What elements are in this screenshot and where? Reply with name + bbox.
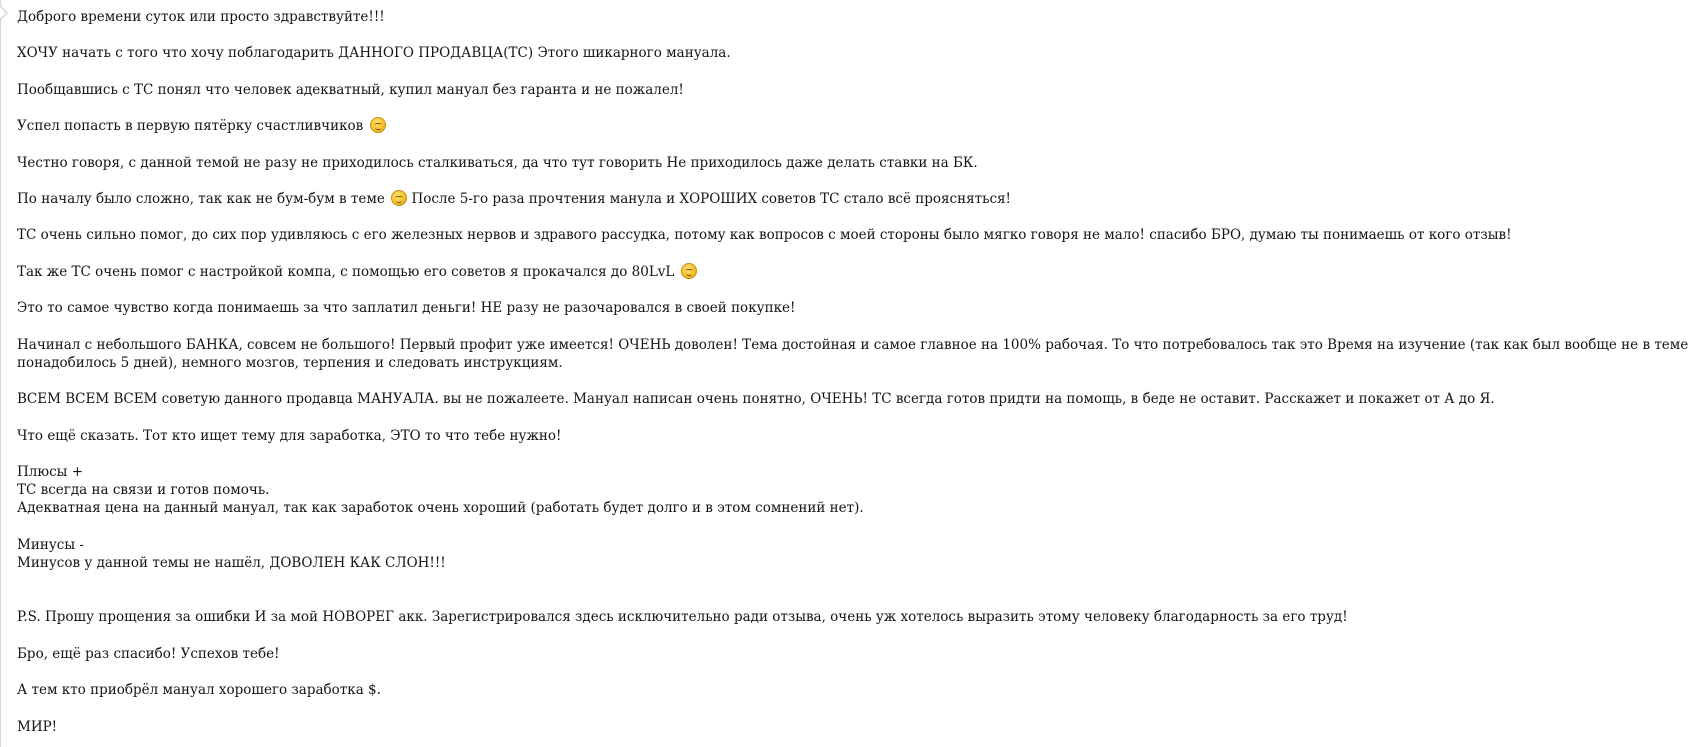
smile-emoji-icon [681, 263, 697, 279]
post-body [17, 8, 1689, 736]
post-paragraph-contact: Пообщавшись с ТС понял что человек адекватный, купил мануал без гаранта и не пожалел! [17, 81, 684, 98]
post-paragraph-thanks-again: Бро, ещё раз спасибо! Успехов тебе! [17, 645, 280, 662]
smile-emoji-icon [370, 117, 386, 133]
post-paragraph-first-five [17, 117, 1689, 135]
post-paragraph-greeting: Доброго времени суток или просто здравствуйте!!! [17, 9, 385, 25]
speech-bubble-arrow-icon [1, 6, 8, 20]
post-paragraph-feeling: Это то самое чувство когда понимаешь за что заплатил деньги! НЕ разу не разочаровался в своей покупке! [17, 300, 796, 317]
post-paragraph-what-else: Что ещё сказать. Тот кто ищет тему для заработка, ЭТО то что тебе нужно! [17, 427, 562, 444]
post-paragraph-ps: P.S. Прошу прощения за ошибки И за мой НОВОРЕГ акк. Зарегистрировался здесь исключительно ради отзыва, очень уж хотелось выразить этому человеку благодарность за его труд! [17, 609, 1348, 626]
post-paragraph-honestly: Честно говоря, с данной темой не разу не приходилось сталкиваться, да что тут говорить Не приходилось даже делать ставки на БК. [17, 154, 978, 171]
post-paragraph-buyers: А тем кто приобрёл мануал хорошего заработка $. [17, 682, 381, 699]
pros-title: Плюсы + [17, 463, 84, 480]
post-text-pc-setup: Так же ТС очень помог с настройкой компа, с помощью его советов я прокачался до 80LvL [17, 263, 675, 280]
post-paragraph-beginning [17, 190, 1689, 208]
post-paragraph-thanks-seller: ХОЧУ начать с того что хочу поблагодарить ДАННОГО ПРОДАВЦА(ТС) Этого шикарного мануала. [17, 45, 731, 62]
post-paragraph-pc-setup [17, 263, 1689, 281]
pros-item: ТС всегда на связи и готов помочь. [17, 482, 270, 499]
post-paragraph-peace: МИР! [17, 718, 58, 735]
pros-item: Адекватная цена на данный мануал, так как заработок очень хороший (работать будет долго и в этом сомнений нет). [17, 500, 864, 517]
post-paragraph-helped: ТС очень сильно помог, до сих пор удивляюсь с его железных нервов и здравого рассудка, потому как вопросов с моей стороны было мягко говоря не мало! спасибо БРО, думаю ты понимаешь от кого отзыв! [17, 227, 1512, 244]
post-paragraph-bank: Начинал с небольшого БАНКА, совсем не большого! Первый профит уже имеется! ОЧЕНЬ доволен! Тема достойная и самое главное на 100% рабочая. То что потребовалось так это Время на изучение (так как был вообще не в теме понадобилось 5 дней), немного мозгов, терпения и следовать инструкциям. [17, 336, 1689, 371]
post-paragraph-recommend: ВСЕМ ВСЕМ ВСЕМ советую данного продавца МАНУАЛА. вы не пожалеете. Мануал написан очень понятно, ОЧЕНЬ! ТС всегда готов придти на помощь, в беде не оставит. Расскажет и покажет от А до Я. [17, 391, 1495, 408]
post-text-first-five: Успел попасть в первую пятёрку счастливчиков [17, 118, 364, 135]
smile-emoji-icon [391, 190, 407, 206]
post-text-beginning-a: По началу было сложно, так как не бум-бум в теме [17, 190, 385, 207]
post-text-beginning-b: После 5-го раза прочтения манула и ХОРОШИХ советов ТС стало всё проясняться! [411, 190, 1011, 207]
cons-title: Минусы - [17, 536, 84, 553]
cons-item: Минусов у данной темы не нашёл, ДОВОЛЕН КАК СЛОН!!! [17, 554, 446, 571]
